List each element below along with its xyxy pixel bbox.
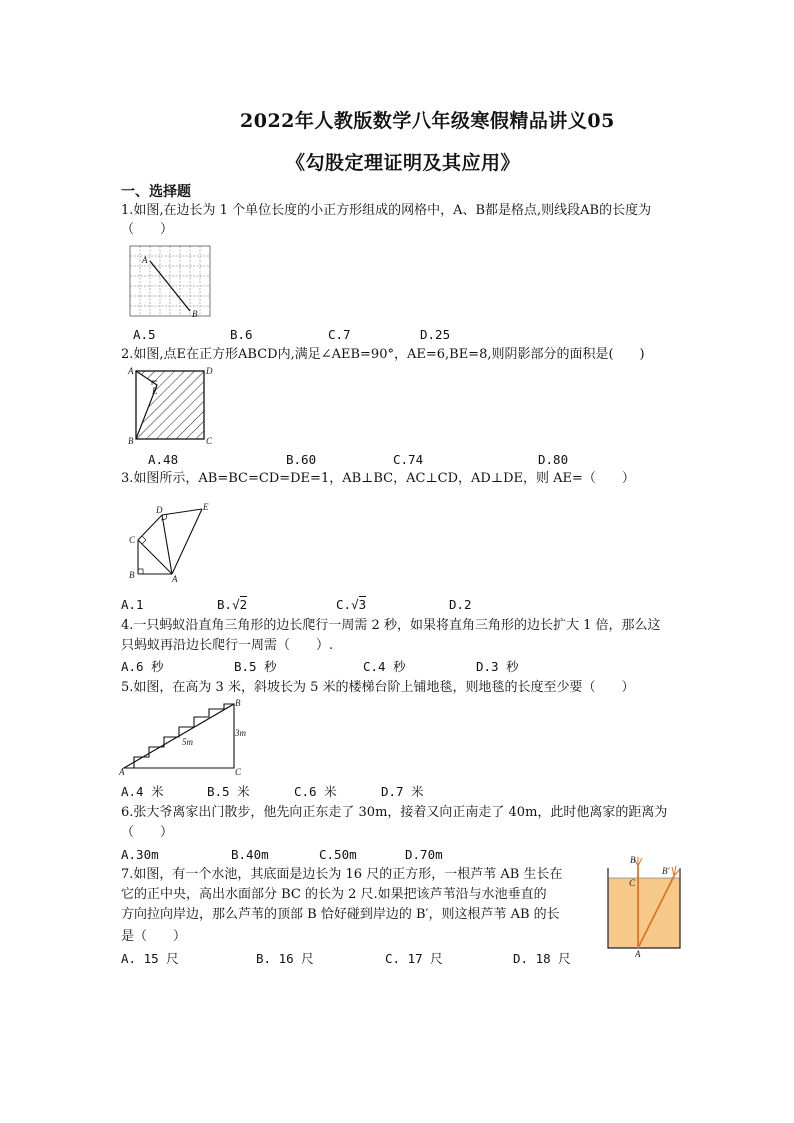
q1-text-line1: 1.如图,在边长为 1 个单位长度的小正方形组成的网格中，A、B都是格点,则线段AB的长度为 (121, 203, 652, 218)
section-heading: 一、选择题 (121, 184, 191, 200)
q5-option-b[interactable]: B.5 米 (207, 784, 250, 799)
q5-option-c[interactable]: C.6 米 (294, 784, 337, 799)
q2-text-line1: 2.如图,点E在正方形ABCD内,满足∠AEB=90°，AE=6,BE=8,则阴影部分的面积是( ) (121, 347, 645, 362)
sqrt-icon: √ (351, 597, 359, 612)
q7-option-c[interactable]: C. 17 尺 (385, 951, 443, 966)
q3-text-line1: 3.如图所示，AB=BC=CD=DE=1，AB⊥BC，AC⊥CD，AD⊥DE，则 AE=（ ） (121, 471, 635, 486)
q4-option-b[interactable]: B.5 秒 (234, 659, 277, 674)
q7-label-b: B (630, 855, 636, 865)
q7-text-line1: 7.如图，有一个水池，其底面是边长为 16 尺的正方形，一根芦苇 AB 生长在 (121, 867, 563, 882)
q5-option-a[interactable]: A.4 米 (121, 784, 164, 799)
q5-label-c: C (235, 767, 242, 777)
q7-text-line4: 是（ ） (121, 929, 187, 944)
q2-option-b[interactable]: B.60 (286, 452, 317, 467)
q4-text-line2: 只蚂蚁再沿边长爬行一周需（ ）. (121, 638, 334, 653)
q1-option-c[interactable]: C.7 (328, 327, 351, 342)
q4-option-a[interactable]: A.6 秒 (121, 659, 164, 674)
q6-option-a[interactable]: A.30m (121, 847, 159, 862)
q2-label-e: E (152, 386, 158, 396)
q7-label-c: C (629, 878, 636, 888)
q6-option-c[interactable]: C.50m (319, 847, 357, 862)
q4-option-c[interactable]: C.4 秒 (363, 659, 406, 674)
q7-label-b-prime: B′ (662, 866, 670, 876)
page-subtitle: 《勾股定理证明及其应用》 (286, 152, 521, 174)
q7-option-d[interactable]: D. 18 尺 (513, 951, 571, 966)
q7-text-line2: 它的正中央，高出水面部分 BC 的长为 2 尺.如果把该芦苇沿与水池垂直的 (121, 887, 547, 902)
q6-text-line1: 6.张大爷离家出门散步，他先向正东走了 30m，接着又向正南走了 40m，此时他离家的距离为 (121, 805, 668, 820)
q3-option-c-letter: C. (336, 597, 352, 612)
q5-staircase-figure (118, 698, 246, 780)
q1-option-d[interactable]: D.25 (420, 327, 451, 342)
page-title: 2022年人教版数学八年级寒假精品讲义05 (240, 110, 615, 132)
q2-option-a[interactable]: A.48 (148, 452, 179, 467)
q3-option-b-radicand: 2 (239, 597, 248, 612)
q2-option-c[interactable]: C.74 (393, 452, 424, 467)
q3-option-c[interactable] (336, 597, 366, 613)
sqrt-icon: √ (232, 597, 240, 612)
q3-label-a: A (172, 574, 178, 584)
q4-option-d[interactable]: D.3 秒 (476, 659, 519, 674)
q1-text-line2: （ ） (121, 222, 174, 237)
q2-label-d: D (206, 366, 213, 376)
q5-label-height: 3m (235, 728, 246, 738)
q3-option-d[interactable]: D.2 (449, 597, 472, 612)
q1-label-a: A (142, 255, 148, 265)
q3-spiral-figure (124, 500, 216, 584)
q3-option-b[interactable] (217, 597, 247, 613)
q2-label-a: A (128, 366, 134, 376)
q1-option-a[interactable]: A.5 (133, 327, 156, 342)
q5-label-slope: 5m (182, 737, 193, 747)
q7-text-line3: 方向拉向岸边，那么芦苇的顶部 B 恰好碰到岸边的 B′，则这根芦苇 AB 的长 (121, 907, 560, 922)
q2-option-d[interactable]: D.80 (538, 452, 569, 467)
q3-option-c-radicand: 3 (358, 597, 367, 612)
q7-option-b[interactable]: B. 16 尺 (256, 951, 314, 966)
q7-option-a[interactable]: A. 15 尺 (121, 951, 179, 966)
q2-label-c: C (206, 436, 213, 446)
q3-option-a[interactable]: A.1 (121, 597, 144, 612)
q5-label-a: A (119, 767, 125, 777)
q5-label-b: B (235, 698, 241, 708)
q7-pond-figure (600, 852, 690, 960)
q1-label-b: B (192, 309, 198, 319)
q6-text-line2: （ ） (121, 825, 174, 840)
q2-label-b: B (128, 436, 134, 446)
q3-label-c: C (129, 535, 136, 545)
q3-label-e: E (203, 502, 209, 512)
q1-option-b[interactable]: B.6 (230, 327, 253, 342)
q5-option-d[interactable]: D.7 米 (381, 784, 424, 799)
q3-label-b: B (129, 570, 135, 580)
q2-square-figure (122, 364, 218, 446)
q4-text-line1: 4.一只蚂蚁沿直角三角形的边长爬行一周需 2 秒，如果将直角三角形的边长扩大 1 倍，那么这 (121, 618, 661, 633)
q3-option-b-letter: B. (217, 597, 233, 612)
q6-option-d[interactable]: D.70m (405, 847, 443, 862)
q3-label-d: D (156, 505, 163, 515)
q1-grid-figure (128, 244, 218, 320)
q6-option-b[interactable]: B.40m (231, 847, 269, 862)
q7-label-a: A (635, 949, 641, 959)
q5-text-line1: 5.如图，在高为 3 米，斜坡长为 5 米的楼梯台阶上铺地毯，则地毯的长度至少要（ ） (121, 680, 635, 695)
